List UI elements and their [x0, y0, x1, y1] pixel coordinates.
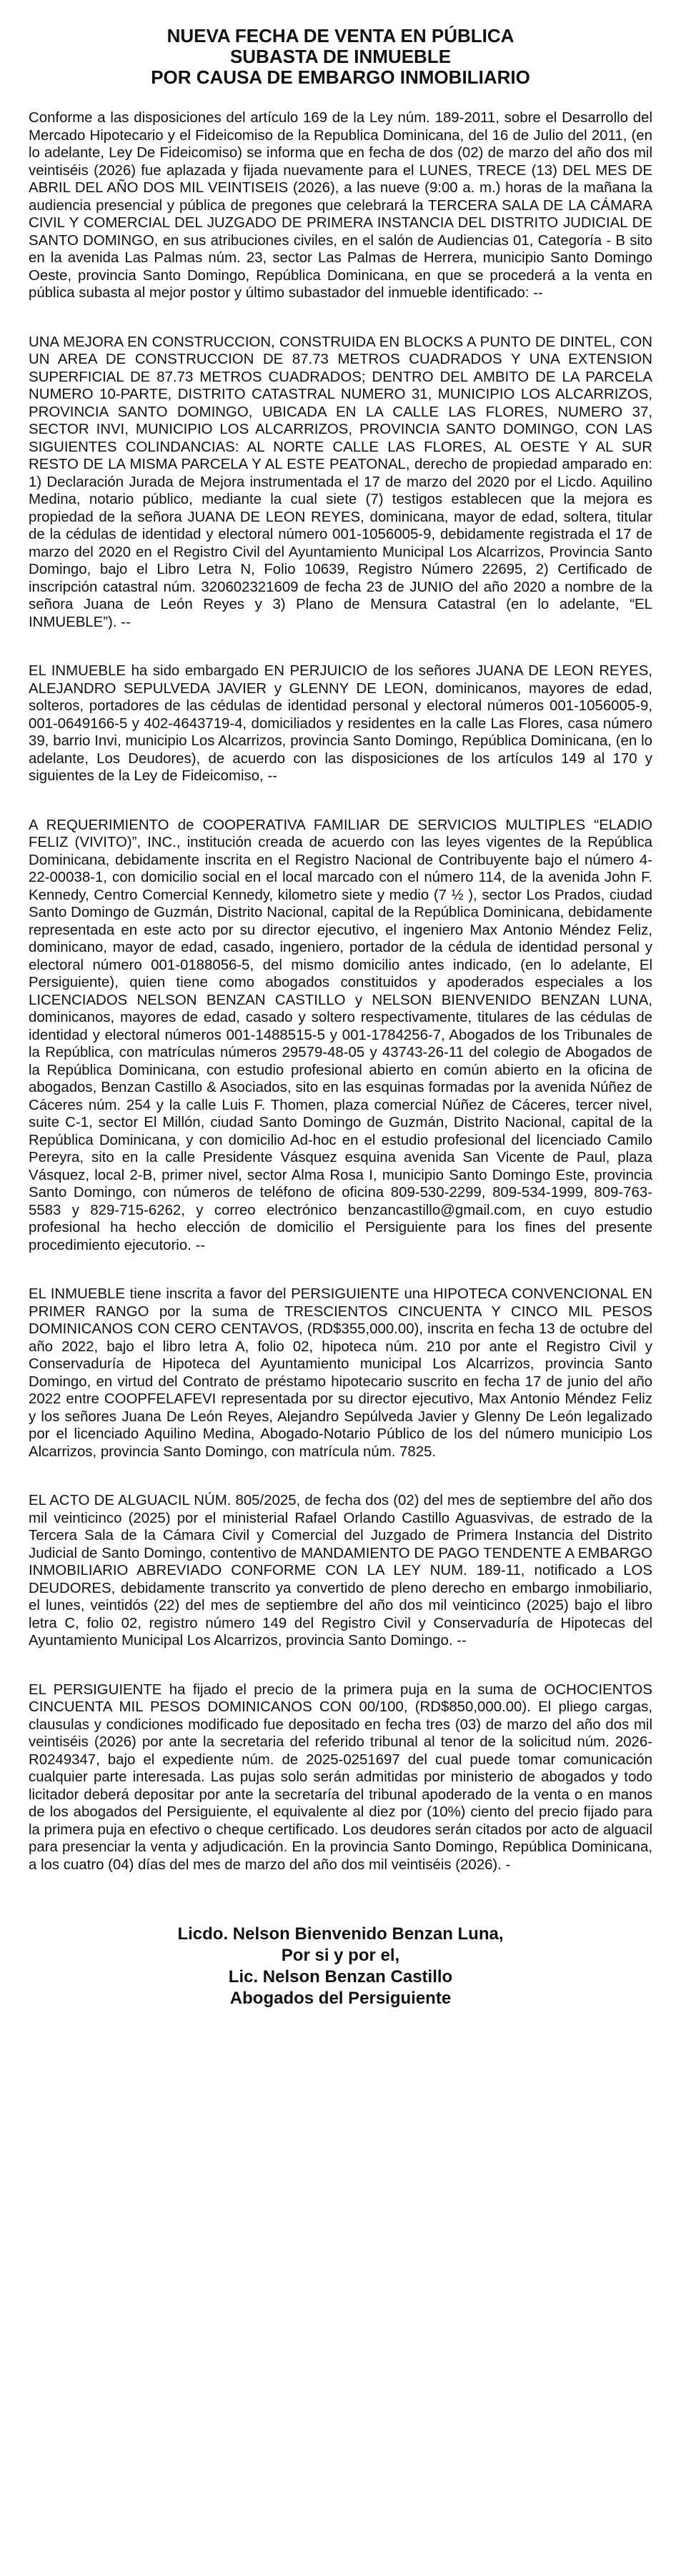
notice-title — [29, 26, 652, 88]
signature-line-1: Licdo. Nelson Bienvenido Benzan Luna, — [177, 1924, 504, 1944]
title-line-1: NUEVA FECHA DE VENTA EN PÚBLICA — [166, 25, 515, 46]
signature-line-4: Abogados del Persiguiente — [229, 1989, 452, 2008]
paragraph-property-description: UNA MEJORA EN CONSTRUCCION, CONSTRUIDA EN BLOCKS A PUNTO DE DINTEL, CON UN AREA DE CONSTRUCCION DE 87.73 METROS CUADRADOS Y UNA EXTENSION SUPERFICIAL DE 87.73 METROS CUADRADOS; DENTRO DEL AMBITO DE LA PARCELA NUMERO 10-PARTE, DISTRITO CATASTRAL NUMERO 31, MUNICIPIO LOS ALCARRIZOS, PROVINCIA SANTO DOMINGO, UBICADA EN LA CALLE LAS FLORES, NUMERO 37, SECTOR INVI, MUNICIPIO LOS ALCARRIZOS, PROVINCIA SANTO DOMINGO, CON LAS SIGUIENTES COLINDANCIAS: AL NORTE CALLE LAS FLORES, AL OESTE Y AL SUR RESTO DE LA MISMA PARCELA Y AL ESTE PEATONAL, derecho de propiedad amparado en: 1) Declaración Jurada de Mejora instrumentada el 17 de marzo del 2020 por el Licdo. Aquilino Medina, notario público, mediante la cual siete (7) testigos establecen que la mejora es propiedad de la señora JUANA DE LEON REYES, dominicana, mayor de edad, soltera, titular de la cédulas de identidad y electoral número 001-1056005-9, debidamente registrada el 17 de marzo del 2020 en el Registro Civil del Ayuntamiento Municipal Los Alcarrizos, Provincia Santo Domingo, bajo el Libro Letra N, Folio 10639, Registro Número 22695, 2) Certificado de inscripción catastral núm. 320602321609 de fecha 23 de JUNIO del año 2020 a nombre de la señora Juana de León Reyes y 3) Plano de Mensura Catastral (en lo adelante, “EL INMUEBLE”). -- — [29, 334, 652, 630]
paragraph-debtors: EL INMUEBLE ha sido embargado EN PERJUICIO de los señores JUANA DE LEON REYES, ALEJANDRO SEPULVEDA JAVIER y GLENNY DE LEON, dominicanos, mayores de edad, solteros, portadores de las cédulas de identidad personal y electoral números 001-1056005-9, 001-0649166-5 y 402-4643719-4, domiciliados y residentes en la calle Las Flores, casa número 39, barrio Invi, municipio Los Alcarrizos, provincia Santo Domingo, República Dominicana, (en lo adelante, Los Deudores), de acuerdo con las disposiciones de los artículos 149 al 170 y siguientes de la Ley de Fideicomiso, -- — [29, 663, 652, 784]
title-line-3: POR CAUSA DE EMBARGO INMOBILIARIO — [151, 66, 530, 88]
paragraph-starting-bid: EL PERSIGUIENTE ha fijado el precio de la primera puja en la suma de OCHOCIENTOS CINCUENTA MIL PESOS DOMINICANOS CON 00/100, (RD$850,000.00). El pliego cargas, clausulas y condiciones modificado fue depositado en fecha tres (03) de marzo del año dos mil veintiséis (2026) por ante la secretaria del referido tribunal al tenor de la solicitud núm. 2026-R0249347, bajo el expediente núm. de 2025-0251697 del cual puede tomar comunicación cualquier parte interesada. Las pujas solo serán admitidas por ministerio de abogados y todo licitador deberá depositar por ante la secretaría del tribunal apoderado de la venta o en manos de los abogados del Persiguiente, el equivalente al diez por (10%) ciento del precio fijado para la primera puja en efectivo o cheque certificado. Los deudores serán citados por acto de alguacil para presenciar la venta y adjudicación. En la provincia Santo Domingo, República Dominicana, a los cuatro (04) días del mes de marzo del año dos mil veintiséis (2026). - — [29, 1681, 652, 1873]
paragraph-auction-date: Conforme a las disposiciones del artículo 169 de la Ley núm. 189-2011, sobre el Desarrollo del Mercado Hipotecario y el Fideicomiso de la Republica Dominicana, del 16 de Julio del 2011, (en lo adelante, Ley De Fideicomiso) se informa que en fecha de dos (02) de marzo del año dos mil veintiséis (2026) fue aplazada y fijada nuevamente para el LUNES, TRECE (13) DEL MES DE ABRIL DEL AÑO DOS MIL VEINTISEIS (2026), a las nueve (9:00 a. m.) horas de la mañana la audiencia presencial y pública de pregones que celebrará la TERCERA SALA DE LA CÁMARA CIVIL Y COMERCIAL DEL JUZGADO DE PRIMERA INSTANCIA DEL DISTRITO JUDICIAL DE SANTO DOMINGO, en sus atribuciones civiles, en el salón de Audiencias 01, Categoría - B sito en la avenida Las Palmas núm. 23, sector Las Palmas de Herrera, municipio Santo Domingo Oeste, provincia Santo Domingo, República Dominicana, en que se procederá a la venta en pública subasta al mejor postor y último subastador del inmueble identificado: -- — [29, 110, 652, 301]
paragraph-bailiff-act: EL ACTO DE ALGUACIL NÚM. 805/2025, de fecha dos (02) del mes de septiembre del año dos mil veinticinco (2025) por el ministerial Rafael Orlando Castillo Aguasvivas, de estrado de la Tercera Sala de la Cámara Civil y Comercial del Juzgado de Primera Instancia del Distrito Judicial de Santo Domingo, contentivo de MANDAMIENTO DE PAGO TENDENTE A EMBARGO INMOBILIARIO ABREVIADO CONFORME CON LA LEY NUM. 189-11, notificado a LOS DEUDORES, debidamente transcrito ya convertido de pleno derecho en embargo inmobiliario, el lunes, veintidós (22) del mes de septiembre del año dos mil veinticinco (2025) bajo el libro letra C, folio 02, registro número 149 del Registro Civil y Conservaduría de Hipotecas del Ayuntamiento Municipal Los Alcarrizos, provincia Santo Domingo. -- — [29, 1493, 652, 1648]
signature-line-3: Lic. Nelson Benzan Castillo — [228, 1967, 453, 1986]
signature-line-2: Por si y por el, — [281, 1946, 400, 1965]
signature-block — [29, 1924, 652, 2009]
paragraph-mortgage: EL INMUEBLE tiene inscrita a favor del PERSIGUIENTE una HIPOTECA CONVENCIONAL EN PRIMER RANGO por la suma de TRESCIENTOS CINCUENTA Y CINCO MIL PESOS DOMINICANOS CON CERO CENTAVOS, (RD$355,000.00), inscrita en fecha 13 de octubre del año 2022, bajo el libro letra A, folio 02, hipoteca núm. 210 por ante el Registro Civil y Conservaduría de Hipoteca del Ayuntamiento municipal Los Alcarrizos, provincia Santo Domingo, en virtud del Contrato de préstamo hipotecario suscrito en fecha 17 de junio del año 2022 entre COOPFELAFEVI representada por su director ejecutivo, Max Antonio Méndez Feliz y los señores Juana De León Reyes, Alejandro Sepúlveda Javier y Glenny De León legalizado por el licenciado Aquilino Medina, Abogado-Notario Público de los del número municipio Los Alcarrizos, provincia Santo Domingo, con matrícula núm. 7825. — [29, 1286, 652, 1460]
title-line-2: SUBASTA DE INMUEBLE — [229, 46, 452, 67]
paragraph-creditor: A REQUERIMIENTO de COOPERATIVA FAMILIAR DE SERVICIOS MULTIPLES “ELADIO FELIZ (VIVITO)”, INC., institución creada de acuerdo con las leyes vigentes de la República Dominicana, debidamente inscrita en el Registro Nacional de Contribuyente bajo el número 4-22-00038-1, con domicilio social en el local marcado con el número 114, de la avenida John F. Kennedy, Centro Comercial Kennedy, kilometro siete y medio (7 ½ ), sector Los Prados, ciudad Santo Domingo de Guzmán, Distrito Nacional, capital de la República Dominicana, debidamente representada en este acto por su director ejecutivo, el ingeniero Max Antonio Méndez Feliz, dominicano, mayor de edad, casado, ingeniero, portador de la cédula de identidad personal y electoral número 001-0188056-5, del mismo domicilio antes indicado, (en lo adelante, El Persiguiente), quien tiene como abogados constituidos y apoderados especiales a los LICENCIADOS NELSON BENZAN CASTILLO y NELSON BIENVENIDO BENZAN LUNA, dominicanos, mayores de edad, casado y soltero respectivamente, titulares de las cédulas de identidad y electoral números 001-1488515-5 y 001-1784256-7, Abogados de los Tribunales de la República, con matrículas números 29579-48-05 y 43743-26-11 del colegio de Abogados de la República Dominicana, con estudio profesional abierto en común abierto en la oficina de abogados, Benzan Castillo & Asociados, sito en las esquinas formadas por la avenida Núñez de Cáceres núm. 254 y la calle Luis F. Thomen, plaza comercial Núñez de Cáceres, tercer nivel, suite C-1, sector El Millón, ciudad Santo Domingo de Guzmán, Distrito Nacional, capital de la República Dominicana, y con domicilio Ad-hoc en el estudio profesional del licenciado Camilo Pereyra, sito en la calle Presidente Vásquez esquina avenida San Vicente de Paul, plaza Vásquez, local 2-B, primer nivel, sector Alma Rosa I, municipio Santo Domingo Este, provincia Santo Domingo, con números de teléfono de oficina 809-530-2299, 809-534-1999, 809-763-5583 y 829-715-6262, y correo electrónico benzancastillo@gmail.com, en cuyo estudio profesional ha hecho elección de domicilio el Persiguiente para los fines del presente procedimiento ejecutorio. -- — [29, 817, 652, 1253]
